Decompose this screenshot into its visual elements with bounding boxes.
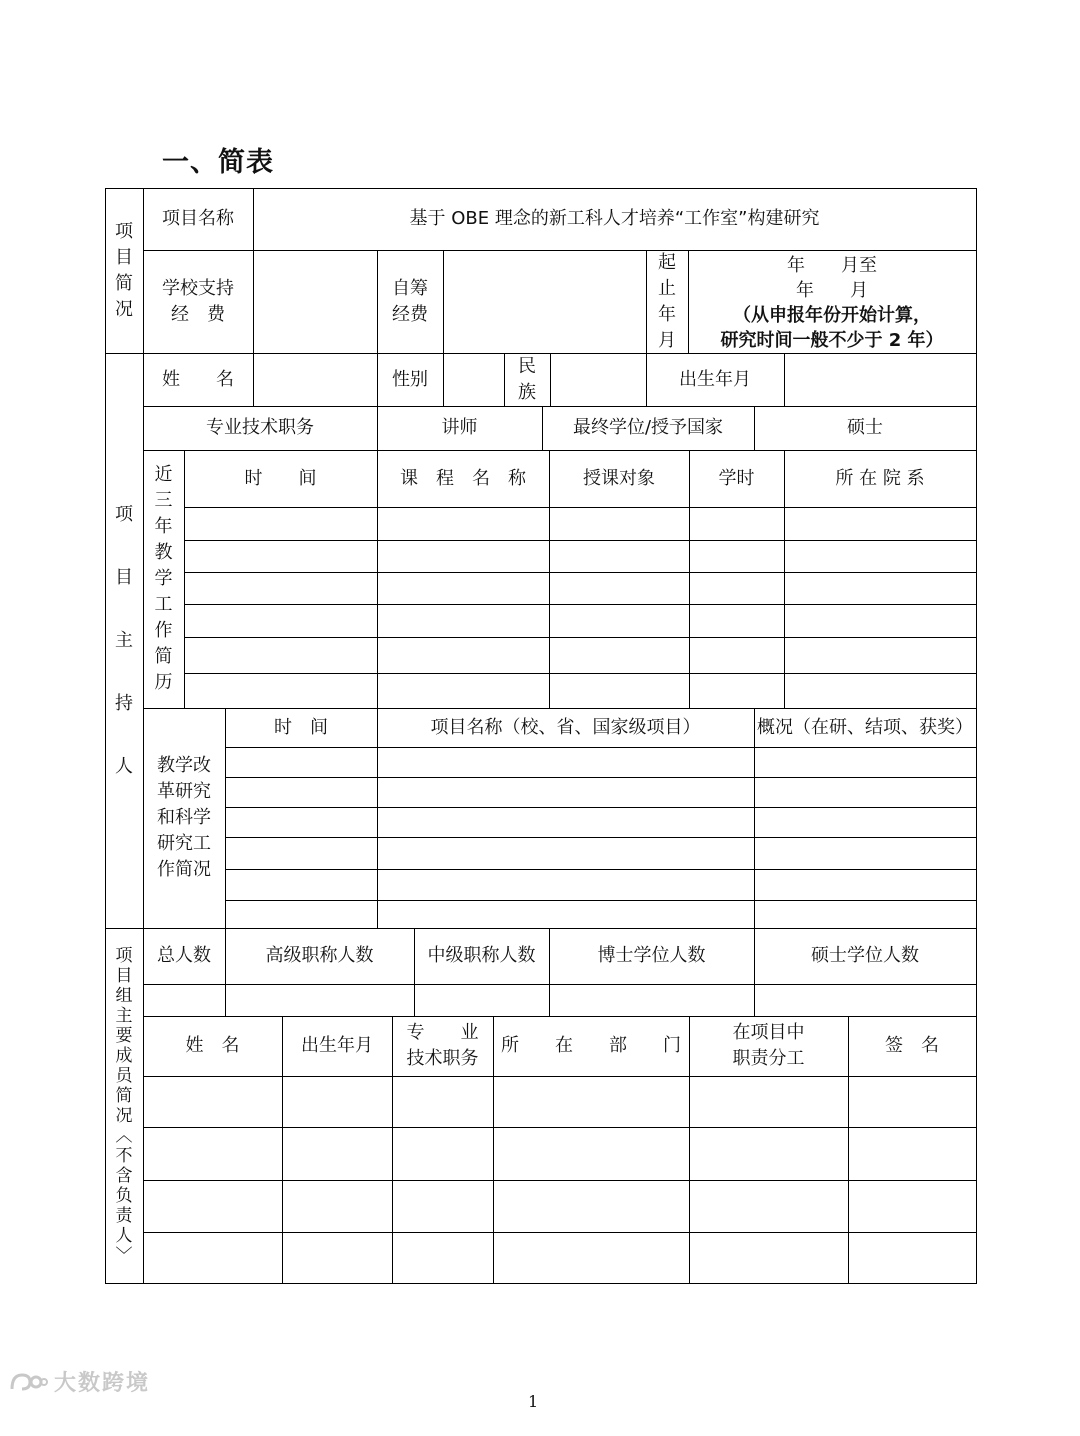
teaching-header-course: 课 程 名 称 xyxy=(400,467,526,489)
teaching-row-line xyxy=(184,572,977,573)
grid-line-v xyxy=(184,450,185,709)
period-start: 年 月至 xyxy=(787,255,877,276)
section-divider xyxy=(105,353,977,354)
team-header-total: 总人数 xyxy=(157,945,211,966)
member-header-dept: 所 在 部 门 xyxy=(501,1035,681,1056)
teaching-header-dept: 所 在 院 系 xyxy=(835,467,925,489)
grid-line-h xyxy=(143,984,977,985)
grid-line-v xyxy=(377,250,378,451)
degree-label: 最终学位/授予国家 xyxy=(572,417,724,438)
grid-line-v xyxy=(688,250,689,354)
grid-line-v xyxy=(646,250,647,407)
team-header-master: 硕士学位人数 xyxy=(811,945,919,966)
grid-line-h xyxy=(143,406,977,407)
grid-line-v xyxy=(377,450,378,709)
birth-label: 出生年月 xyxy=(679,368,751,390)
grid-line-v xyxy=(282,1016,283,1284)
research-row-line xyxy=(225,807,977,808)
ethnic-label: 民 族 xyxy=(518,355,536,403)
teaching-row-line xyxy=(184,540,977,541)
grid-line-v xyxy=(848,1016,849,1284)
member-header-title: 专 业 技术职务 xyxy=(406,1022,479,1069)
project-name-value: 基于 OBE 理念的新工科人才培养“工作室”构建研究 xyxy=(409,208,820,229)
team-header-phd: 博士学位人数 xyxy=(597,945,706,966)
grid-line-v xyxy=(784,353,785,407)
watermark-logo-icon xyxy=(8,1369,48,1395)
grid-line-h xyxy=(143,1016,977,1017)
research-header-status: 概况（在研、结项、获奖） xyxy=(757,716,973,738)
grid-line-v xyxy=(754,708,755,929)
grid-line-v xyxy=(754,928,755,1017)
teaching-side-label: 近 三 年 教 学 工 作 简 历 xyxy=(154,464,173,693)
grid-line-v xyxy=(784,450,785,709)
birth-value[interactable] xyxy=(784,353,976,406)
gender-label: 性别 xyxy=(392,368,428,390)
period-end: 年 月 xyxy=(796,280,868,301)
project-name-label: 项目名称 xyxy=(162,208,234,229)
school-funds-value[interactable] xyxy=(253,250,377,353)
grid-line-v xyxy=(689,1016,690,1284)
teaching-row-line xyxy=(184,507,977,508)
ethnic-value[interactable] xyxy=(550,353,646,406)
teaching-header-time: 时 间 xyxy=(244,467,317,489)
member-row-line xyxy=(143,1232,977,1233)
degree-value: 硕士 xyxy=(847,417,883,438)
grid-line-v xyxy=(550,353,551,407)
grid-line-v xyxy=(754,406,755,451)
grid-line-h xyxy=(143,250,977,251)
member-row-line xyxy=(143,1180,977,1181)
grid-line-v xyxy=(689,450,690,709)
teaching-row-line xyxy=(184,637,977,638)
member-header-birth: 出生年月 xyxy=(301,1035,373,1056)
school-funds-label: 学校支持 经 费 xyxy=(162,277,234,325)
team-header-middle: 中级职称人数 xyxy=(427,945,536,966)
host-name-value[interactable] xyxy=(253,353,377,406)
period-cell[interactable] xyxy=(688,250,976,353)
research-row-line xyxy=(225,777,977,778)
period-note-1: （从申报年份开始计算， xyxy=(733,305,931,326)
title-label: 专业技术职务 xyxy=(206,417,314,438)
title-value: 讲师 xyxy=(441,417,478,438)
summary-side-label: 项 目 简 况 xyxy=(115,220,133,320)
member-header-name: 姓 名 xyxy=(185,1035,240,1056)
host-name-label: 姓 名 xyxy=(162,368,234,390)
member-header-role: 在项目中 职责分工 xyxy=(732,1022,805,1069)
research-header-project: 项目名称（校、省、国家级项目） xyxy=(430,716,701,738)
self-funds-value[interactable] xyxy=(443,250,646,353)
teaching-row-line xyxy=(184,604,977,605)
grid-line-v xyxy=(493,1016,494,1284)
research-header-time: 时 间 xyxy=(274,716,328,738)
gender-value[interactable] xyxy=(443,353,504,406)
grid-line-v xyxy=(414,928,415,1017)
team-side-label: 项 目 组 主 要 成 员 简 况 ︿ 不 含 负 责 人 ﹀ xyxy=(115,945,133,1266)
grid-line-h xyxy=(143,1076,977,1077)
period-label: 起 止 年 月 xyxy=(658,251,676,351)
grid-line-h xyxy=(143,708,977,709)
table-border-bottom xyxy=(105,1283,977,1284)
teaching-header-hours: 学时 xyxy=(718,467,755,489)
member-row-line xyxy=(143,1127,977,1128)
research-row-line xyxy=(225,900,977,901)
teaching-row-line xyxy=(184,673,977,674)
grid-line-v xyxy=(504,353,505,407)
watermark xyxy=(8,1366,150,1397)
research-row-line xyxy=(225,837,977,838)
member-header-sign: 签 名 xyxy=(885,1035,939,1056)
grid-line-v xyxy=(392,1016,393,1284)
grid-line-v xyxy=(377,708,378,929)
grid-line-v xyxy=(549,450,550,709)
period-note-2: 研究时间一般不少于 2 年） xyxy=(720,330,944,351)
research-side-label: 教学改 革研究 和科学 研究工 作简况 xyxy=(157,755,211,880)
grid-line-v xyxy=(225,708,226,1017)
teaching-header-audience: 授课对象 xyxy=(583,467,655,489)
section-title: 一、简表 xyxy=(162,147,274,178)
watermark-text: 大数跨境 xyxy=(54,1371,151,1396)
page-number: 1 xyxy=(528,1392,539,1411)
research-row-line xyxy=(225,869,977,870)
self-funds-label: 自筹 经费 xyxy=(392,277,428,325)
grid-line-h xyxy=(143,450,977,451)
research-row-line xyxy=(225,747,977,748)
grid-line-v xyxy=(253,188,254,407)
table-border-top xyxy=(105,188,977,189)
grid-line-v xyxy=(542,406,543,451)
grid-line-v xyxy=(549,928,550,1017)
team-header-senior: 高级职称人数 xyxy=(265,945,374,966)
host-side-label: 项 目 主 持 人 xyxy=(115,504,133,777)
grid-line-v xyxy=(443,250,444,407)
section-divider xyxy=(105,928,977,929)
